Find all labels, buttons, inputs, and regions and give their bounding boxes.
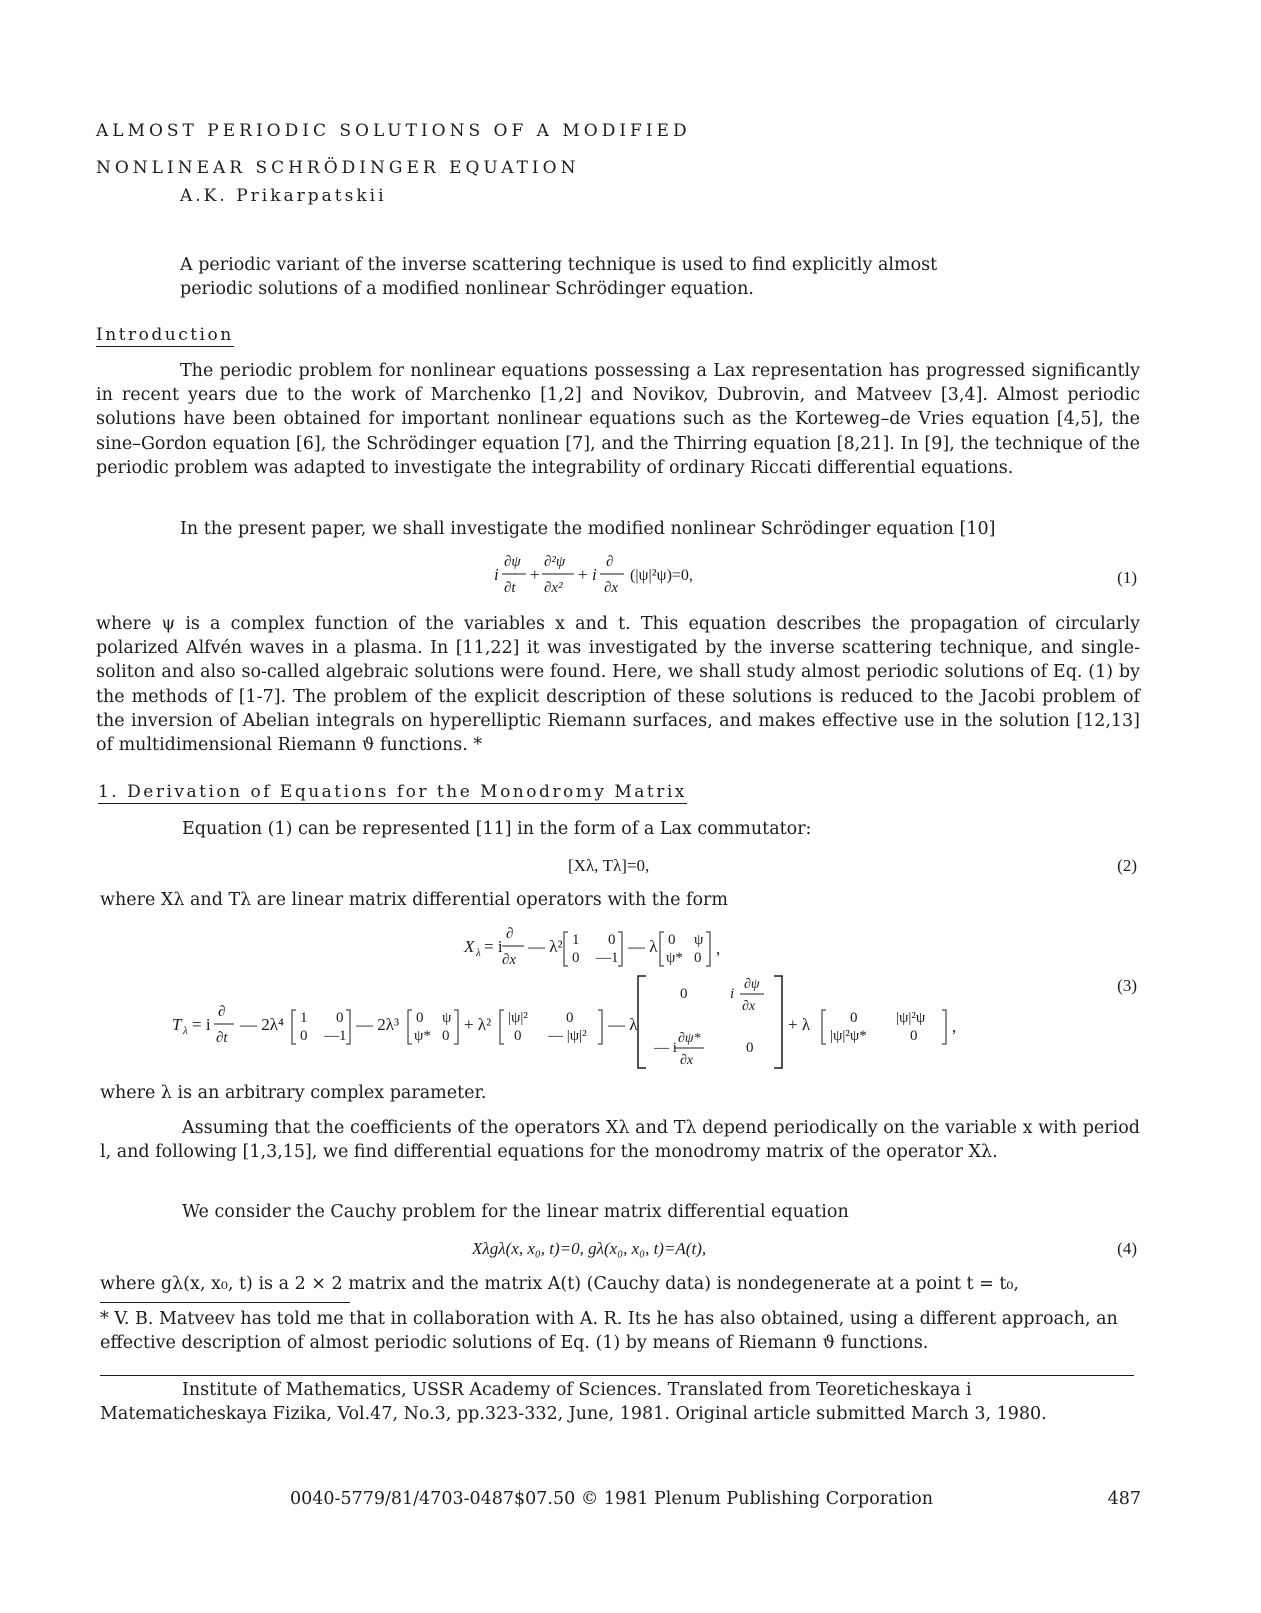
equation-3-x-operator (460, 920, 800, 980)
svg-text:0: 0 (572, 950, 580, 966)
title-line-1: ALMOST PERIODIC SOLUTIONS OF A MODIFIED (96, 121, 691, 141)
svg-text:= i: = i (484, 937, 503, 956)
svg-text:∂x²: ∂x² (544, 580, 563, 596)
section-1-paragraph-4-text: Assuming that the coefficients of the operators Xλ and Tλ depend periodically on the variable x with period l, and following [1,3,15], we find differential equations for the monodromy matrix of the operator Xλ. (100, 1118, 1140, 1163)
svg-text:0: 0 (336, 1010, 344, 1026)
footnote: * V. B. Matveev has told me that in collaboration with A. R. Its he has also obtained, using a different approach, an effective description of almost periodic solutions of Eq. (1) by means of Riemann ϑ functions. (100, 1309, 1118, 1353)
svg-text:0: 0 (608, 932, 616, 948)
svg-text:λ: λ (476, 947, 481, 959)
equation-2: [Xλ, Tλ]=0, (568, 856, 650, 875)
svg-text:—1: —1 (596, 950, 619, 966)
svg-text:0: 0 (442, 1028, 450, 1044)
svg-text:— λ: — λ (628, 937, 658, 956)
section-1-paragraph-4 (100, 1116, 1140, 1164)
svg-text:= i: = i (192, 1015, 211, 1034)
svg-text:T: T (172, 1015, 182, 1034)
abstract-line-1: A periodic variant of the inverse scattering technique is used to find explicitly almost (180, 255, 938, 275)
svg-text:∂ψ: ∂ψ (504, 554, 521, 570)
svg-text:(|ψ|²ψ)=0,: (|ψ|²ψ)=0, (630, 567, 693, 584)
svg-text:ψ: ψ (442, 1010, 452, 1026)
svg-text:0: 0 (680, 986, 688, 1002)
svg-text:+: + (578, 565, 588, 584)
affiliation-rule (100, 1375, 1134, 1376)
svg-text:— λ²: — λ² (528, 937, 563, 956)
svg-text:1: 1 (572, 932, 580, 948)
svg-text:|ψ|²ψ*: |ψ|²ψ* (830, 1028, 867, 1044)
svg-text:0: 0 (694, 950, 702, 966)
page-number: 487 (1107, 1489, 1141, 1509)
intro-paragraph-1 (96, 359, 1140, 480)
intro-paragraph-3: where ψ is a complex function of the variables x and t. This equation describes the propagation of circularly polarized Alfvén waves in a plasma. In [11,22] it was investigated by the inverse scattering technique, and single-soliton and also so-called algebraic solutions were found. Here, we shall study almost periodic solutions of Eq. (1) by the methods of [1-7]. The problem of the explicit description of these solutions is reduced to the Jacobi problem of the inversion of Abelian integrals on hyperelliptic Riemann surfaces, and makes effective use in the solution [12,13] of multidimensional Riemann ϑ functions. * (96, 614, 1140, 756)
section-1-paragraph-5: We consider the Cauchy problem for the linear matrix differential equation (182, 1202, 849, 1222)
svg-text:— |ψ|²: — |ψ|² (548, 1028, 587, 1044)
svg-text:i: i (730, 986, 735, 1002)
footnote-rule (100, 1302, 350, 1303)
equation-4-number: (4) (1117, 1239, 1137, 1258)
intro-heading: Introduction (96, 325, 234, 345)
equation-1 (490, 550, 790, 600)
svg-text:0: 0 (668, 932, 676, 948)
svg-text:|ψ|²ψ: |ψ|²ψ (896, 1010, 926, 1026)
svg-text:—1: —1 (324, 1028, 347, 1044)
section-1-paragraph-1: Equation (1) can be represented [11] in the form of a Lax commutator: (182, 819, 812, 839)
svg-text:λ: λ (183, 1025, 188, 1037)
svg-text:+ λ²: + λ² (464, 1015, 492, 1034)
svg-text:,: , (716, 939, 721, 958)
footer-copyright: 0040-5779/81/4703-0487$07.50 © 1981 Plenum Publishing Corporation (290, 1489, 934, 1509)
svg-text:∂t: ∂t (216, 1030, 228, 1046)
svg-text:0: 0 (514, 1028, 522, 1044)
svg-text:∂: ∂ (506, 926, 514, 942)
svg-text:0: 0 (910, 1028, 918, 1044)
svg-text:ψ: ψ (694, 932, 704, 948)
section-1-paragraph-6: where gλ(x, x₀, t) is a 2 × 2 matrix and the matrix A(t) (Cauchy data) is nondegenerate at a point t = t₀, (100, 1274, 1019, 1294)
svg-text:,: , (952, 1017, 957, 1036)
svg-text:— 2λ³: — 2λ³ (356, 1015, 400, 1034)
svg-text:— λ: — λ (608, 1015, 638, 1034)
svg-text:∂²ψ: ∂²ψ (544, 554, 566, 570)
svg-text:— 2λ⁴: — 2λ⁴ (240, 1015, 284, 1034)
svg-text:— i: — i (654, 1040, 677, 1056)
equation-4: Xλgλ(x, x₀, t)=0, gλ(x₀, x₀, t)=A(t), (472, 1239, 707, 1258)
svg-text:∂ψ: ∂ψ (744, 977, 760, 992)
svg-text:∂x: ∂x (604, 580, 619, 596)
svg-text:1: 1 (300, 1010, 308, 1026)
equation-3-t-operator (170, 972, 1090, 1072)
title-line-2: NONLINEAR SCHRÖDINGER EQUATION (96, 158, 580, 178)
svg-text:∂ψ*: ∂ψ* (678, 1031, 701, 1046)
svg-text:i: i (494, 565, 499, 584)
svg-text:0: 0 (566, 1010, 574, 1026)
equation-1-number: (1) (1117, 568, 1137, 587)
svg-text:X: X (464, 937, 475, 956)
svg-text:+ λ: + λ (788, 1015, 811, 1034)
svg-text:ψ*: ψ* (666, 950, 683, 966)
abstract-line-2: periodic solutions of a modified nonlinear Schrödinger equation. (180, 279, 754, 299)
intro-paragraph-1-text: The periodic problem for nonlinear equations possessing a Lax representation has progressed significantly in recent years due to the work of Marchenko [1,2] and Novikov, Dubrovin, and Matveev [3,4]. Almost periodic solutions have been obtained for important nonlinear equations such as the Korteweg–de Vries equation [4,5], the sine–Gordon equation [6], the Schrödinger equation [7], and the Thirring equation [8,21]. In [9], the technique of the periodic problem was adapted to investigate the integrability of ordinary Riccati differential equations. (96, 361, 1140, 478)
section-1-heading: 1. Derivation of Equations for the Monodromy Matrix (98, 782, 687, 802)
intro-paragraph-2: In the present paper, we shall investigate the modified nonlinear Schrödinger equation [10] (180, 519, 996, 539)
svg-text:∂x: ∂x (742, 999, 756, 1014)
svg-text:∂x: ∂x (502, 952, 517, 968)
section-1-paragraph-3: where λ is an arbitrary complex parameter. (100, 1083, 487, 1103)
svg-text:0: 0 (850, 1010, 858, 1026)
svg-text:∂x: ∂x (680, 1053, 694, 1068)
svg-text:i: i (592, 565, 597, 584)
svg-text:∂t: ∂t (504, 580, 516, 596)
svg-text:∂: ∂ (606, 554, 614, 570)
svg-text:0: 0 (746, 1040, 754, 1056)
affiliation: Institute of Mathematics, USSR Academy of Sciences. Translated from Teoreticheskaya i Matematicheskaya Fizika, Vol.47, No.3, pp.323-332, June, 1981. Original article submitted March 3, 1980. (100, 1380, 1047, 1424)
svg-text:0: 0 (416, 1010, 424, 1026)
svg-text:ψ*: ψ* (414, 1028, 431, 1044)
abstract (180, 253, 1060, 301)
equation-3-number: (3) (1117, 976, 1137, 995)
svg-text:∂: ∂ (218, 1004, 226, 1020)
svg-text:+: + (530, 565, 540, 584)
svg-text:0: 0 (300, 1028, 308, 1044)
equation-2-number: (2) (1117, 856, 1137, 875)
section-1-paragraph-2: where Xλ and Tλ are linear matrix differential operators with the form (100, 890, 728, 910)
author: A.K. Prikarpatskii (180, 186, 387, 206)
svg-text:|ψ|²: |ψ|² (508, 1010, 528, 1026)
